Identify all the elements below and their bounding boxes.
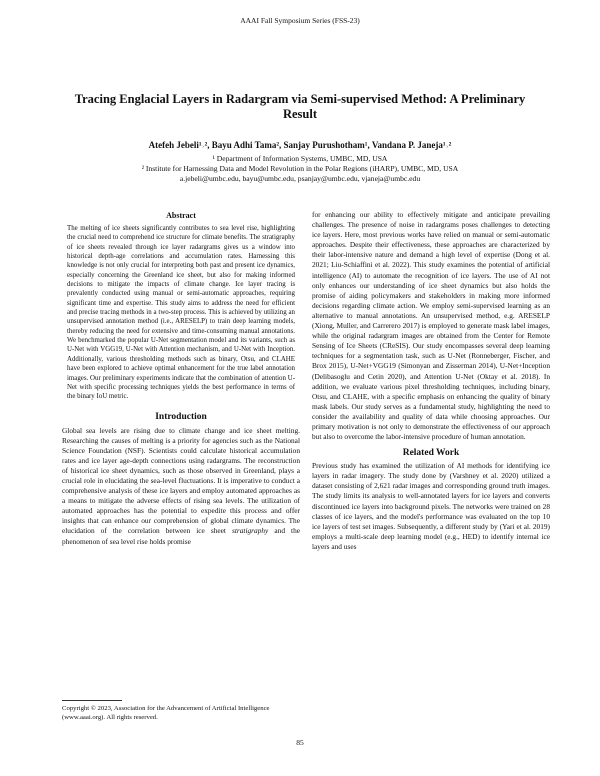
- affiliation-1: ¹ Department of Information Systems, UMBC, MD, USA: [212, 154, 388, 163]
- introduction-continued-text: for enhancing our ability to effectively mitigate and anticipate prevailing challenges. The presence of noise in radargrams poses challenges to detecting ice layers. Here, most previous works have relied on manual or semi-automatic approaches. Despite their effectiveness, these approaches are characterized by their labor-intensive nature and demand a high level of expertise (Dong et al. 2021; Liu-Schiaffini et al. 2022). This study examines the potential of artificial intelligence (AI) to automate the recognition of ice layers. The use of AI not only enhances our understanding of ice sheet dynamics but also holds the promise of aiding policymakers and stakeholders in making more informed decisions regarding climate action. We employ semi-supervised learning as an alternative to manual annotations. An unsupervised method, e.g. ARESELP (Xiong, Muller, and Carrerero 2017) is employed to generate mask label images, while the original radargram images are obtained from the Center for Remote Sensing of Ice Sheets (CReSIS). Our study encompasses several deep learning techniques for a segmentation task, such as U-Net (Ronneberger, Fischer, and Brox 2015), U-Net+VGG19 (Simonyan and Zisserman 2014), U-Net+Inception (Delibasoglu and Cetin 2020), and Attention U-Net (Oktay et al. 2018). In addition, we evaluate various pixel thresholding techniques, including binary, Otsu, and CLAHE, with a specific emphasis on enhancing the quality of binary mask labels. Our study serves as a fundamental study, highlighting the need to consider the availability and quality of data while choosing approaches. Our primary motivation is not only to demonstrate the effectiveness of our approach but also to overcome the labor-intensive procedure of human annotation.: [312, 210, 550, 442]
- related-work-heading: Related Work: [402, 448, 460, 459]
- running-head: AAAI Fall Symposium Series (FSS-23): [240, 16, 360, 25]
- paper-title: Tracing Englacial Layers in Radargram via Semi-supervised Method: A Preliminary Result: [74, 92, 526, 121]
- author-list: Atefeh Jebeli¹˒², Bayu Adhi Tama², Sanjay Purushotham¹, Vandana P. Janeja¹˒²: [148, 140, 452, 150]
- page-number: 85: [296, 738, 304, 747]
- introduction-text-end: and the phenomenon of sea level rise holds promise: [62, 526, 301, 546]
- abstract-text: The melting of ice sheets significantly contributes to sea level rise, highlighting the crucial need to comprehend ice structure for climate benefits. The stratigraphy of ice sheets revealed through ice layer radargrams gives us a window into historical depth-age correlations and accumulation rates. Harnessing this knowledge is not only crucial for interpreting both past and present ice dynamics, especially concerning the Greenland ice sheet, but also for making informed decisions to mitigate the impacts of climate change. Ice layer tracing is prevalently conducted using manual or semi-automatic approaches, requiring significant time and expertise. This study aims to address the need for efficient and precise tracing methods in a two-step process. This is achieved by utilizing an unsupervised annotation method (i.e., ARESELP) to train deep learning models, thereby reducing the need for extensive and time-consuming manual annotations. We benchmarked the popular U-Net segmentation model and its variants, such as U-Net with VGG19, U-Net with Attention mechanism, and U-Net with Inception. Additionally, various thresholding methods such as binary, Otsu, and CLAHE have been explored to achieve optimal enhancement for the true label annotation images. Our preliminary experiments indicate that the combination of attention U-Net with specific processing techniques yields the best performance in terms of the binary IoU metric.: [67, 225, 295, 401]
- introduction-heading: Introduction: [155, 411, 207, 422]
- affiliation-2: ² Institute for Harnessing Data and Model Revolution in the Polar Regions (iHARP), UMBC, MD, USA: [141, 164, 459, 174]
- introduction-text: [62, 426, 300, 547]
- introduction-text-main: Global sea levels are rising due to climate change and ice sheet melting. Researching the causes of melting is a priority for agencies such as the National Science Foundation (NSF). Scientists could calculate historical accumulation rates and ice layer age-depth connections using radargrams. The reconstruction of historical ice sheet dynamics, such as those observed in Greenland, plays a crucial role in elucidating the sea-level fluctuations. It is imperative to conduct a comprehensive analysis of these ice layers and employ automated approaches as a means to mitigate the adverse effects of rising sea levels. The utilization of automated approaches has the potential to expedite this process and offer insights that can enhance our comprehension of global climate dynamics. The elucidation of the correlation between ice sheet: [62, 425, 300, 536]
- footnote-rule: [62, 700, 122, 701]
- affiliations: [30, 154, 570, 185]
- copyright-footnote: Copyright © 2023, Association for the Advancement of Artificial Intelligence (www.aaai.org). All rights reserved.: [62, 705, 270, 721]
- right-column: [312, 210, 550, 552]
- introduction-text-italic: stratigraphy: [232, 526, 269, 536]
- related-work-text: Previous study has examined the utilization of AI methods for identifying ice layers in radar imagery. The study done by (Varshney et al. 2020) utilized a dataset consisting of 2,621 radar images and corresponding ground truth images. The study limits its analysis to well-annotated layers for ice layers and converts discontinued ice layers into background pixels. The networks were trained on 28 classes of ice layers, and the model's performance was evaluated on the top 10 ice layers of test set images. Subsequently, a different study by (Yari et al. 2019) employs a multi-scale deep learning model (e.g., HED) to identify internal ice layers and uses: [312, 461, 550, 551]
- left-column: [62, 210, 300, 547]
- abstract-heading: Abstract: [166, 211, 196, 220]
- author-emails: a.jebeli@umbc.edu, bayu@umbc.edu, psanjay@umbc.edu, vjaneja@umbc.edu: [179, 174, 421, 184]
